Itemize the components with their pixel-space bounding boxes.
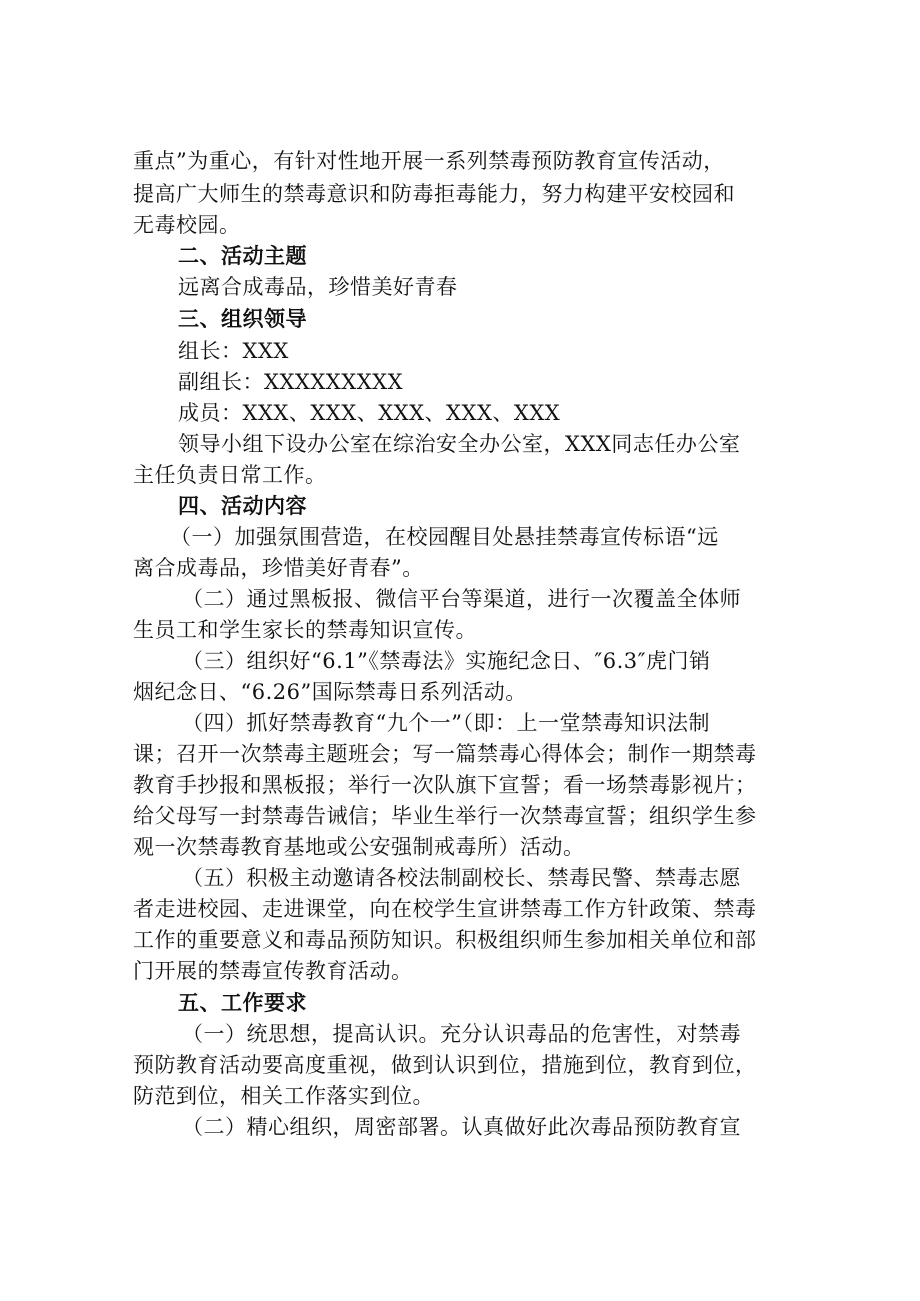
body-line: （一）加强氛围营造，在校园醒目处悬挂禁毒宣传标语“远 xyxy=(170,525,719,549)
section-heading-leadership: 三、组织领导 xyxy=(178,307,307,331)
body-line: （二）通过黑板报、微信平台等渠道，进行一次覆盖全体师 xyxy=(182,587,741,611)
body-line: 领导小组下设办公室在综治安全办公室，XXX同志任办公室 xyxy=(178,432,741,456)
body-line: 观一次禁毒教育基地或公安强制戒毒所）活动。 xyxy=(133,835,585,859)
body-line: 工作的重要意义和毒品预防知识。积极组织师生参加相关单位和部 xyxy=(133,928,757,952)
body-line: 离合成毒品，珍惜美好青春”。 xyxy=(133,556,424,580)
body-line: （三）组织好“6.1”《禁毒法》实施纪念日、″6.3″虎门销 xyxy=(182,649,711,673)
body-line: 成员：XXX、XXX、XXX、XXX、XXX xyxy=(178,401,561,425)
body-line: 防范到位，相关工作落实到位。 xyxy=(133,1084,434,1108)
body-line: 无毒校园。 xyxy=(133,213,241,237)
body-line: 主任负责日常工作。 xyxy=(133,463,327,487)
body-line: 提高广大师生的禁毒意识和防毒拒毒能力，努力构建平安校园和 xyxy=(133,182,735,206)
body-line: 预防教育活动要高度重视，做到认识到位，措施到位，教育到位， xyxy=(133,1053,757,1077)
body-line: （四）抓好禁毒教育“九个一”（即：上一堂禁毒知识法制 xyxy=(182,711,710,735)
body-line: 重点”为重心，有针对性地开展一系列禁毒预防教育宣传活动， xyxy=(133,149,725,173)
body-line: 组长：XXX xyxy=(178,339,289,363)
body-line: 者走进校园、走进课堂，向在校学生宣讲禁毒工作方针政策、禁毒 xyxy=(133,897,757,921)
body-line: （一）统思想，提高认识。充分认识毒品的危害性，对禁毒 xyxy=(182,1022,741,1046)
body-line: 烟纪念日、“6.26”国际禁毒日系列活动。 xyxy=(133,680,527,704)
body-line: 给父母写一封禁毒告诫信；毕业生举行一次禁毒宣誓；组织学生参 xyxy=(133,804,757,828)
body-line: （五）积极主动邀请各校法制副校长、禁毒民警、禁毒志愿 xyxy=(182,866,741,890)
body-line: 课；召开一次禁毒主题班会；写一篇禁毒心得体会；制作一期禁毒 xyxy=(133,742,757,766)
body-line: 门开展的禁毒宣传教育活动。 xyxy=(133,959,413,983)
body-line: （二）精心组织，周密部署。认真做好此次毒品预防教育宣 xyxy=(182,1115,741,1139)
section-heading-theme: 二、活动主题 xyxy=(178,244,307,268)
body-line: 生员工和学生家长的禁毒知识宣传。 xyxy=(133,618,477,642)
section-heading-content: 四、活动内容 xyxy=(178,494,307,518)
body-line: 副组长：XXXXXXXXX xyxy=(178,370,404,394)
body-line: 教育手抄报和黑板报；举行一次队旗下宣誓；看一场禁毒影视片； xyxy=(133,773,757,797)
section-heading-requirements: 五、工作要求 xyxy=(178,991,307,1015)
body-line: 远离合成毒品，珍惜美好青春 xyxy=(178,275,458,299)
